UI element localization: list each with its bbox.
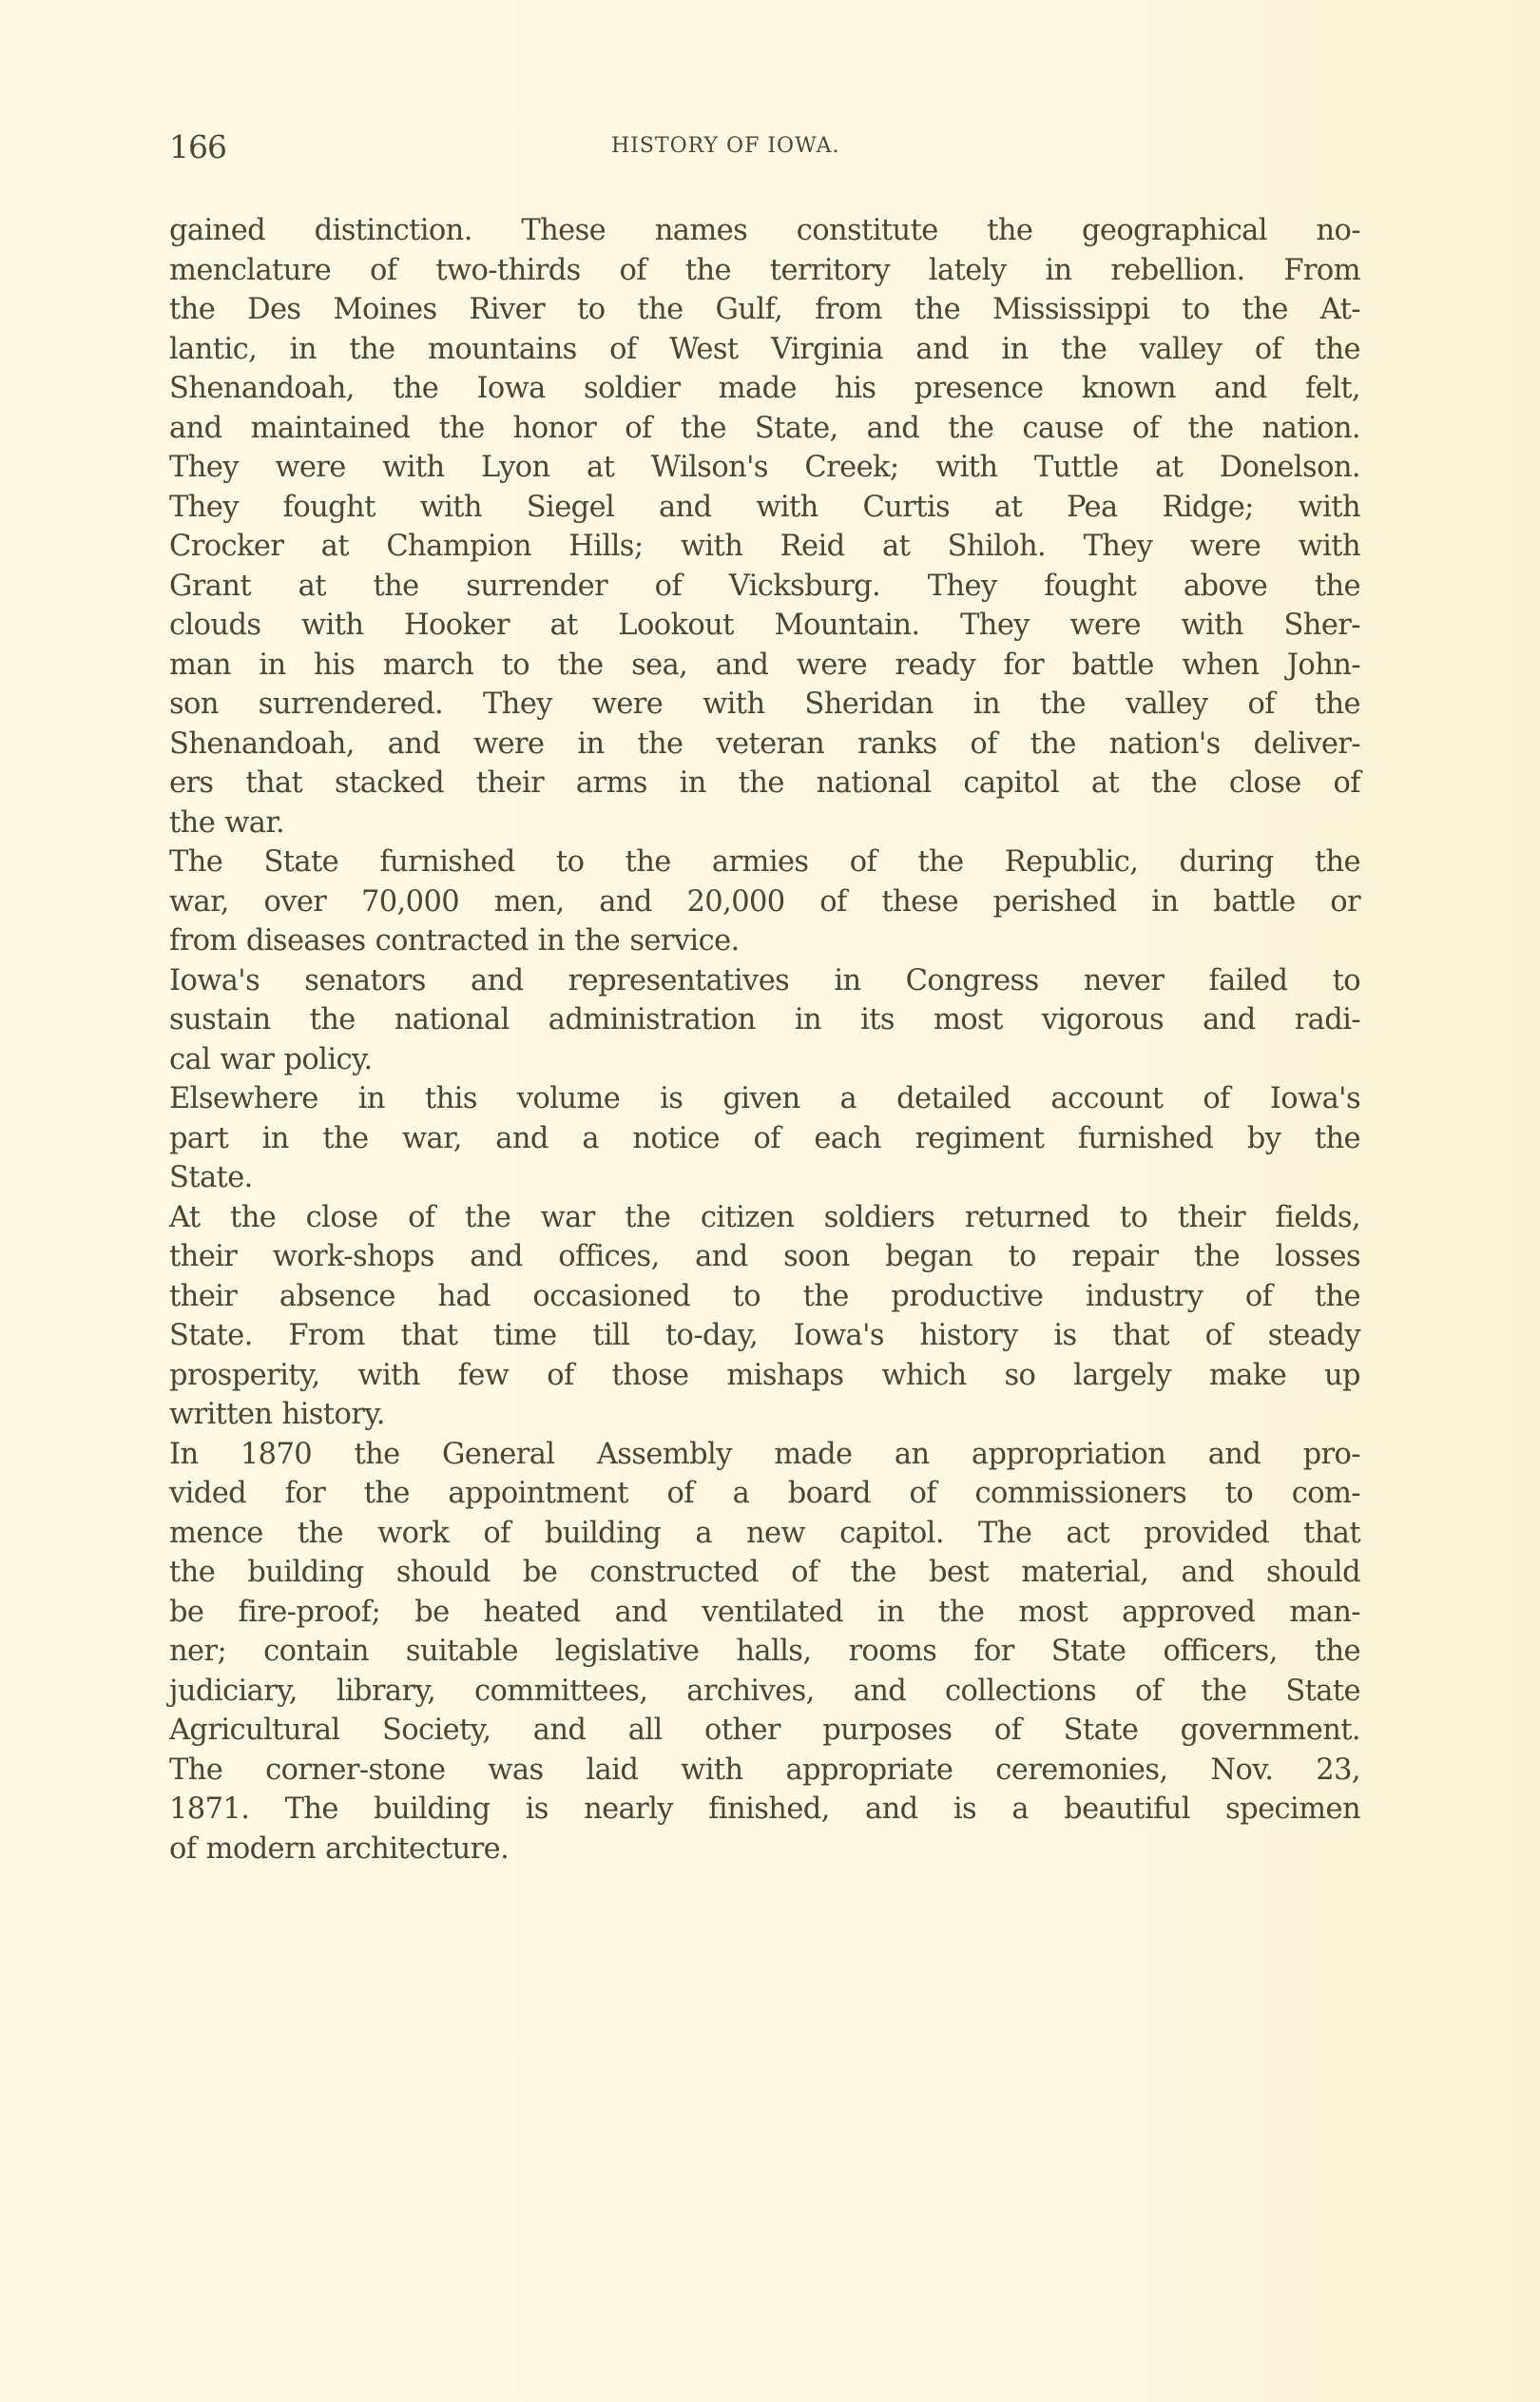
text-line: Grant at the surrender of Vicksburg. They fought above the: [169, 569, 1360, 603]
text-line: cal war policy.: [169, 1042, 373, 1076]
text-line: prosperity, with few of those mishaps which so largely make up: [169, 1358, 1360, 1392]
page-number: 166: [169, 128, 226, 165]
text-line: man in his march to the sea, and were ready for battle when John-: [169, 648, 1360, 682]
text-line: Iowa's senators and representatives in Congress never failed to: [169, 963, 1360, 998]
text-line: At the close of the war the citizen soldiers returned to their fields,: [169, 1200, 1360, 1234]
text-line: menclature of two-thirds of the territory lately in rebellion. From: [169, 253, 1360, 287]
text-line: from diseases contracted in the service.: [169, 924, 740, 958]
text-line: clouds with Hooker at Lookout Mountain. They were with Sher-: [169, 609, 1360, 642]
text-line: ner; contain suitable legislative halls, rooms for State officers, the: [169, 1635, 1360, 1668]
running-head: HISTORY OF IOWA.: [611, 134, 840, 158]
body-text: [169, 211, 1360, 1869]
text-line: be fire-proof; be heated and ventilated in the most approved man-: [169, 1595, 1360, 1629]
text-line: Agricultural Society, and all other purposes of State government.: [169, 1714, 1360, 1747]
text-line: Shenandoah, and were in the veteran ranks of the nation's deliver-: [169, 726, 1360, 761]
text-line: Shenandoah, the Iowa soldier made his presence known and felt,: [169, 372, 1360, 405]
text-line: They fought with Siegel and with Curtis at Pea Ridge; with: [169, 490, 1360, 524]
text-line: ers that stacked their arms in the national capitol at the close of: [169, 766, 1360, 800]
text-line: the Des Moines River to the Gulf, from the Mississippi to the At-: [169, 293, 1360, 326]
text-line: and maintained the honor of the State, and the cause of the nation.: [169, 411, 1360, 445]
text-line: In 1870 the General Assembly made an appropriation and pro-: [169, 1437, 1360, 1471]
text-line: their absence had occasioned to the productive industry of the: [169, 1279, 1360, 1313]
text-line: The corner-stone was laid with appropriate ceremonies, Nov. 23,: [169, 1753, 1360, 1787]
text-line: They were with Lyon at Wilson's Creek; with Tuttle at Donelson.: [169, 451, 1360, 484]
text-line: State.: [169, 1161, 253, 1194]
text-line: 1871. The building is nearly finished, and is a beautiful specimen: [169, 1792, 1360, 1826]
text-line: part in the war, and a notice of each regiment furnished by the: [169, 1121, 1360, 1155]
page-header: [169, 128, 1357, 166]
text-line: of modern architecture.: [169, 1831, 510, 1866]
text-line: mence the work of building a new capitol. The act provided that: [169, 1516, 1360, 1550]
text-line: vided for the appointment of a board of commissioners to com-: [169, 1477, 1360, 1510]
text-line: sustain the national administration in its most vigorous and radi-: [169, 1003, 1360, 1036]
text-line: gained distinction. These names constitute the geographical no-: [169, 214, 1360, 247]
text-line: war, over 70,000 men, and 20,000 of these perished in battle or: [169, 884, 1360, 919]
text-line: lantic, in the mountains of West Virginia and in the valley of the: [169, 332, 1360, 366]
text-line: State. From that time till to-day, Iowa's history is that of steady: [169, 1319, 1360, 1352]
text-line: Elsewhere in this volume is given a detailed account of Iowa's: [169, 1082, 1360, 1115]
text-line: their work-shops and offices, and soon began to repair the losses: [169, 1240, 1360, 1273]
text-line: the building should be constructed of the best material, and should: [169, 1556, 1360, 1589]
text-line: written history.: [169, 1398, 385, 1431]
text-line: judiciary, library, committees, archives, and collections of the State: [169, 1674, 1360, 1708]
text-line: the war.: [169, 805, 285, 840]
text-line: The State furnished to the armies of the Republic, during the: [169, 845, 1360, 879]
text-line: son surrendered. They were with Sheridan in the valley of the: [169, 688, 1360, 721]
text-line: Crocker at Champion Hills; with Reid at Shiloh. They were with: [169, 530, 1360, 563]
